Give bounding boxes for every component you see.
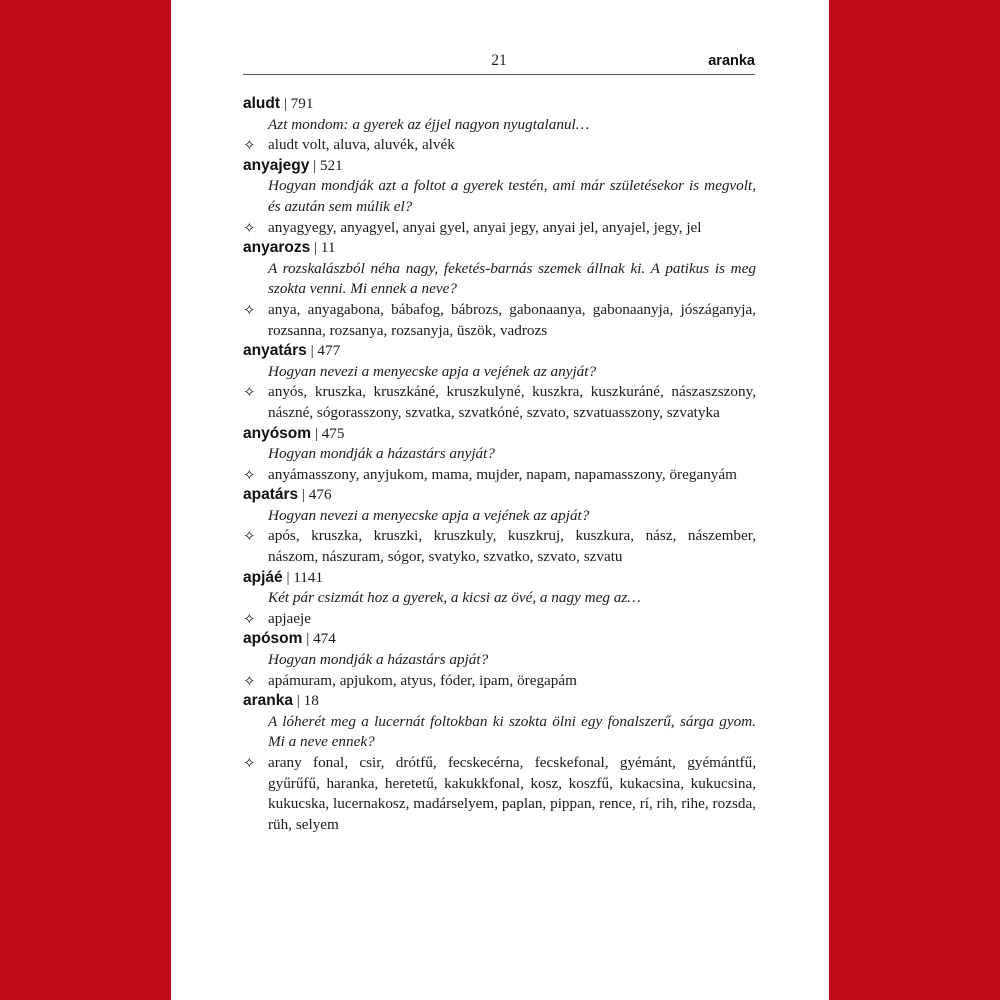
entry [243, 424, 756, 486]
four-pointed-star-icon: ✧ [243, 527, 256, 546]
answer-variants: aludt volt, aluva, aluvék, alvék [268, 136, 455, 154]
answer-variants: anya, anyagabona, bábafog, bábrozs, gabonaanya, gabonaanyja, jószáganyja, rozsanna, rozsanya, rozsanyja, üszök, vadrozs [268, 300, 756, 339]
question-reference-number: | 474 [302, 630, 336, 648]
four-pointed-star-icon: ✧ [243, 218, 256, 237]
entry-answers [243, 609, 756, 630]
entry-headline [243, 424, 756, 445]
entry-question: Hogyan nevezi a menyecske apja a vejének az apját? [268, 506, 590, 524]
entry-headline [243, 94, 756, 115]
entry-headline [243, 238, 756, 259]
four-pointed-star-icon: ✧ [243, 383, 256, 402]
four-pointed-star-icon: ✧ [243, 300, 256, 319]
four-pointed-star-icon: ✧ [243, 465, 256, 484]
entry-question: Azt mondom: a gyerek az éjjel nagyon nyugtalanul… [268, 115, 590, 133]
entry [243, 629, 756, 691]
dictionary-page [171, 0, 829, 1000]
headword: anyajegy [243, 156, 310, 174]
answer-variants: anyámasszony, anyjukom, mama, mujder, napam, napamasszony, öreganyám [268, 465, 737, 483]
entry-headline [243, 156, 756, 177]
answer-variants: apjaeje [268, 609, 311, 627]
answer-variants: após, kruszka, kruszki, kruszkuly, kuszkruj, kuszkura, nász, nászember, nászom, nászuram, sógor, svatyko, szvatko, szvato, szvatu [268, 527, 756, 566]
question-reference-number: | 791 [280, 95, 314, 112]
entry [243, 156, 756, 238]
page-header [243, 52, 755, 75]
headword: anyarozs [243, 239, 311, 257]
answer-variants: apámuram, apjukom, atyus, fóder, ipam, öregapám [268, 671, 577, 689]
four-pointed-star-icon: ✧ [243, 609, 256, 628]
headword: anyósom [243, 424, 312, 442]
question-reference-number: | 477 [306, 342, 341, 360]
entry [243, 94, 756, 156]
entry-headline [243, 629, 756, 650]
entry-question: Hogyan mondják a házastárs apját? [268, 651, 489, 669]
entry-headline [243, 341, 756, 362]
entry-question: A rozskalászból néha nagy, feketés-barnás szemek állnak ki. A patikus is meg szokta venni. Mi ennek a neve? [268, 259, 756, 298]
running-head: aranka [708, 53, 755, 69]
question-reference-number: | 521 [309, 156, 343, 174]
entry-list [243, 94, 756, 835]
headword: anyatárs [243, 342, 307, 360]
entry-answers [243, 465, 756, 486]
entry-headline [243, 691, 756, 712]
question-reference-number: | 18 [292, 692, 319, 710]
entry-question: A lóherét meg a lucernát foltokban ki szokta ölni egy fonalszerű, sárga gyom. Mi a neve ennek? [268, 712, 756, 751]
headword: apjáé [243, 568, 283, 586]
entry [243, 238, 756, 341]
answer-variants: anyagyegy, anyagyel, anyai gyel, anyai jegy, anyai jel, anyajel, jegy, jel [268, 218, 702, 236]
question-reference-number: | 475 [311, 424, 345, 442]
entry [243, 485, 756, 567]
entry-headline [243, 568, 756, 589]
entry [243, 691, 756, 835]
entry-answers [243, 218, 756, 239]
entry-answers [243, 300, 756, 341]
answer-variants: arany fonal, csir, drótfű, fecskecérna, fecskefonal, gyémánt, gyémántfű, gyűrűfű, haranka, heretetű, kakukkfonal, kosz, koszfű, kukacsina, kukucsina, kukucska, lucernakosz, madárselyem, paplan, pippan, rence, rí, rih, rihe, rozsda, rüh, selyem [268, 754, 756, 833]
entry-question: Hogyan nevezi a menyecske apja a vejének az anyját? [268, 362, 597, 380]
entry-question: Két pár csizmát hoz a gyerek, a kicsi az övé, a nagy meg az… [268, 589, 641, 607]
entry-answers [243, 135, 756, 156]
headword: apósom [243, 630, 303, 648]
entry-headline [243, 485, 756, 506]
four-pointed-star-icon: ✧ [243, 136, 256, 155]
entry [243, 341, 756, 423]
answer-variants: anyós, kruszka, kruszkáné, kruszkulyné, kuszkra, kuszkuráné, nászaszszony, nászné, sógorasszony, szvatka, szvatkóné, szvato, szvatuasszony, szvatyka [268, 383, 756, 421]
entry [243, 568, 756, 630]
entry-answers [243, 526, 756, 567]
question-reference-number: | 1141 [282, 568, 324, 586]
headword: aranka [243, 692, 293, 710]
four-pointed-star-icon: ✧ [243, 671, 256, 690]
entry-question: Hogyan mondják azt a foltot a gyerek testén, ami már születésekor is megvolt, és azután sem múlik el? [268, 177, 756, 215]
headword: apatárs [243, 486, 299, 504]
entry-answers [243, 671, 756, 692]
four-pointed-star-icon: ✧ [243, 754, 256, 772]
headword: aludt [243, 95, 281, 112]
entry-question: Hogyan mondják a házastárs anyját? [268, 445, 495, 463]
entry-answers [243, 382, 756, 423]
entry-answers [243, 753, 756, 835]
question-reference-number: | 11 [310, 239, 336, 257]
page-number: 21 [491, 52, 507, 69]
question-reference-number: | 476 [298, 486, 332, 504]
